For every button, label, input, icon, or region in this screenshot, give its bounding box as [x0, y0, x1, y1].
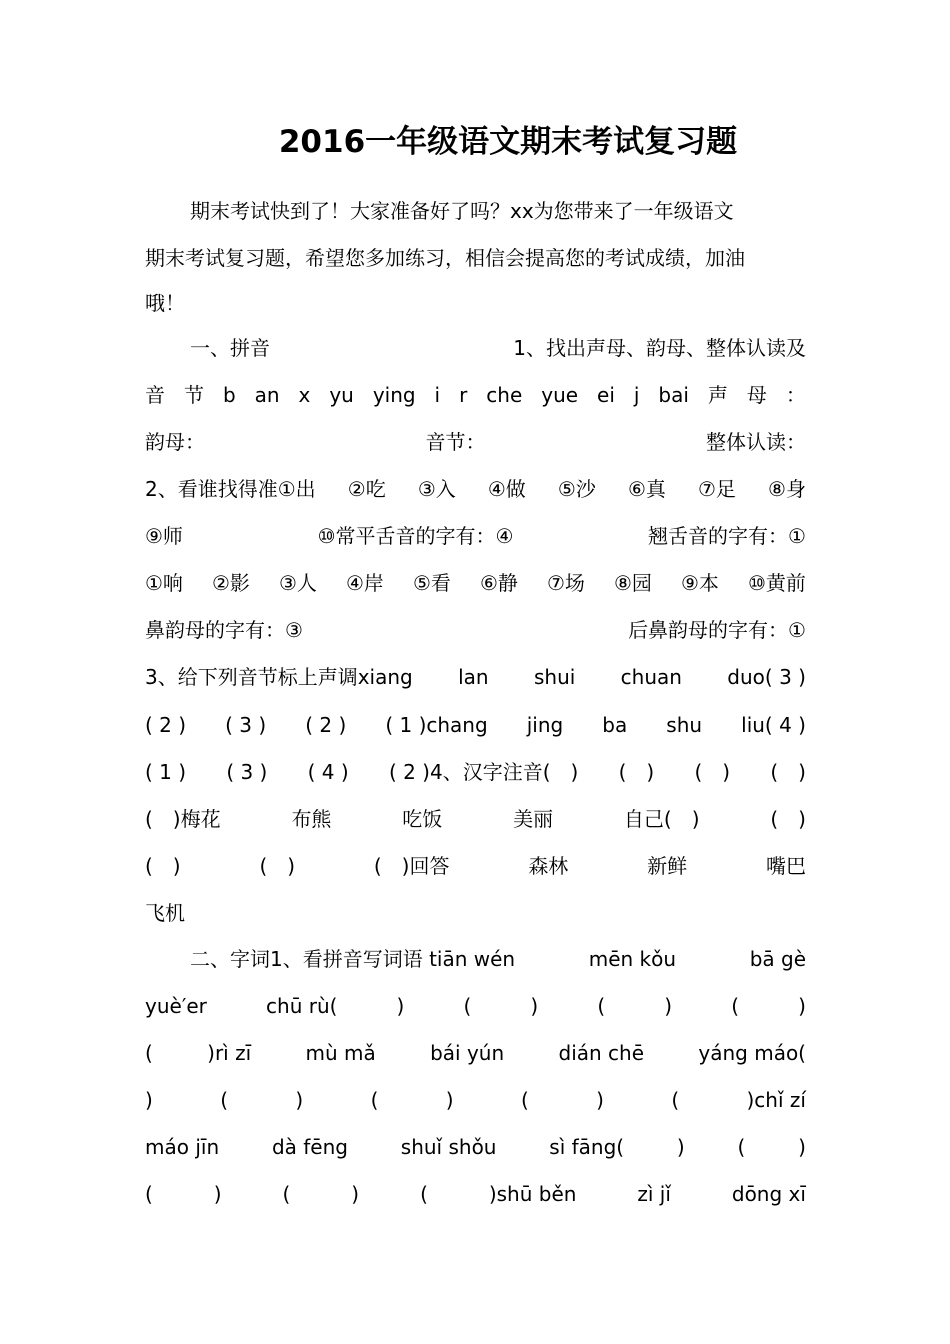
text-segment: an [254, 383, 280, 407]
text-segment: ④做 [487, 477, 526, 501]
text-segment: )rì zī [207, 1041, 252, 1065]
text-segment: ( ) [618, 760, 655, 784]
text-line [145, 288, 806, 318]
text-segment: ( [420, 1182, 428, 1206]
text-segment: ②影 [212, 571, 250, 595]
text-segment: ) [530, 994, 539, 1018]
text-segment: bái yún [430, 1041, 505, 1065]
document-title: 2016一年级语文期末考试复习题 [278, 124, 738, 160]
text-segment: shuǐ shǒu [400, 1135, 497, 1159]
text-segment: 声 [707, 383, 728, 407]
text-segment: j [633, 383, 640, 407]
text-line [145, 474, 806, 504]
text-segment: i [434, 383, 441, 407]
text-segment: yu [329, 383, 354, 407]
text-segment: ⑦足 [698, 477, 736, 501]
text-segment: mēn kǒu [588, 947, 677, 971]
text-segment: 森林 [528, 854, 569, 878]
text-line [145, 804, 806, 834]
text-segment: ③人 [279, 571, 317, 595]
text-line [145, 568, 806, 598]
text-segment: ) [145, 1088, 153, 1112]
text-segment: shui [533, 665, 576, 689]
text-segment: ③入 [417, 477, 456, 501]
text-segment: ) [798, 1135, 806, 1159]
text-line [145, 991, 806, 1021]
text-segment: 母 [746, 383, 767, 407]
text-segment: ⑥真 [627, 477, 666, 501]
text-segment: ⑤沙 [557, 477, 596, 501]
text-segment: che [486, 383, 523, 407]
text-segment: lan [458, 665, 489, 689]
text-segment: ) [295, 1088, 304, 1112]
text-segment: ( 4 ) [307, 760, 349, 784]
text-segment: 整体认读： [706, 430, 806, 454]
text-segment: 飞机 [145, 901, 185, 925]
text-line [145, 615, 806, 645]
text-segment: ⑦场 [547, 571, 585, 595]
text-segment: mù mǎ [305, 1041, 376, 1065]
text-segment: ) [351, 1182, 360, 1206]
text-segment: jing [526, 713, 564, 737]
text-segment: b [222, 383, 236, 407]
text-segment: ( 3 ) [225, 713, 267, 737]
text-segment: bā gè [749, 947, 806, 971]
text-segment: ( )梅花 [145, 807, 221, 831]
text-segment: ⑧身 [768, 477, 806, 501]
text-segment: ( ) [145, 854, 181, 878]
text-segment: ( [145, 1041, 153, 1065]
text-line [145, 1085, 806, 1115]
text-segment: ( ) [694, 760, 731, 784]
text-segment: yue [541, 383, 579, 407]
text-segment: ( [220, 1088, 228, 1112]
text-line [145, 757, 806, 787]
text-segment: ) [596, 1088, 604, 1112]
text-line [145, 662, 806, 692]
text-segment: shu [666, 713, 703, 737]
text-segment: dián chē [558, 1041, 645, 1065]
text-segment: ( )回答 [373, 854, 450, 878]
text-segment: 3、给下列音节标上声调xiang [145, 665, 413, 689]
text-segment: yuè′er [145, 994, 207, 1018]
text-segment: ( ) [770, 807, 806, 831]
text-line [190, 333, 806, 363]
text-segment: 二、字词1、看拼音写词语 tiān wén [190, 947, 516, 971]
text-segment: 期末考试快到了！大家准备好了吗？xx为您带来了一年级语文 [190, 199, 734, 223]
text-segment: ( ) [259, 854, 296, 878]
text-segment: dōng xī [731, 1182, 806, 1206]
text-segment: ( ) [770, 760, 806, 784]
text-segment: ⑩黄前 [748, 571, 806, 595]
text-segment: sì fāng( [549, 1135, 625, 1159]
text-segment: ⑧园 [614, 571, 652, 595]
text-segment: 嘴巴 [765, 854, 806, 878]
text-line [145, 898, 806, 928]
text-segment: ( 2 ) [145, 713, 187, 737]
text-segment: zì jǐ [637, 1182, 671, 1206]
text-line [145, 710, 806, 740]
text-segment: bai [658, 383, 689, 407]
text-segment: ⑩常平舌音的字有：④ [317, 524, 514, 548]
text-segment: ba [602, 713, 628, 737]
text-segment: 2、看谁找得准①出 [145, 477, 316, 501]
text-segment: 新鲜 [647, 854, 688, 878]
text-segment: ( [671, 1088, 680, 1112]
text-segment: x [298, 383, 311, 407]
text-segment: r [459, 383, 468, 407]
text-segment: ying [372, 383, 416, 407]
text-segment: ： [785, 383, 806, 407]
text-segment: ④岸 [346, 571, 384, 595]
text-segment: 节 [183, 383, 204, 407]
text-segment: liu( 4 ) [741, 713, 806, 737]
text-segment: ( 1 ) [145, 760, 187, 784]
text-segment: máo jīn [145, 1135, 220, 1159]
text-segment: ⑥静 [480, 571, 518, 595]
text-line [190, 944, 806, 974]
text-segment: duo( 3 ) [727, 665, 806, 689]
text-line [145, 427, 806, 457]
text-line [145, 1132, 806, 1162]
text-segment: 韵母： [145, 430, 205, 454]
text-line [145, 1179, 806, 1209]
text-segment: ⑤看 [413, 571, 451, 595]
text-line [145, 851, 806, 881]
text-line [145, 1038, 806, 1068]
text-segment: 布熊 [291, 807, 332, 831]
text-segment: ①响 [145, 571, 183, 595]
text-segment: 哦！ [145, 291, 185, 315]
text-segment: 1、找出声母、韵母、整体认读及 [513, 336, 806, 360]
text-segment: ( 2 ) [305, 713, 347, 737]
text-segment: ⑨本 [681, 571, 719, 595]
text-segment: chū rù( [266, 994, 338, 1018]
text-segment: ( [282, 1182, 291, 1206]
text-segment: ) [664, 994, 673, 1018]
text-segment: ) [445, 1088, 454, 1112]
text-segment: ( 1 )chang [385, 713, 488, 737]
text-segment: ⑨师 [145, 524, 183, 548]
text-segment: ( [597, 994, 606, 1018]
text-segment: chuan [620, 665, 682, 689]
text-segment: ei [597, 383, 615, 407]
text-segment: ( 3 ) [226, 760, 268, 784]
text-segment: ) [213, 1182, 222, 1206]
text-segment: ( 2 )4、汉字注音( ) [388, 760, 579, 784]
text-segment: ) [676, 1135, 685, 1159]
text-segment: 吃饭 [402, 807, 443, 831]
text-segment: 后鼻韵母的字有：① [628, 618, 806, 642]
text-segment: 自己( ) [623, 807, 700, 831]
text-segment: 翘舌音的字有：① [648, 524, 806, 548]
text-segment: 音 [145, 383, 165, 407]
text-segment: yáng máo( [698, 1041, 806, 1065]
text-segment: )chǐ zí [746, 1088, 806, 1112]
text-segment: 美丽 [513, 807, 554, 831]
text-segment: ( [737, 1135, 746, 1159]
text-segment: )shū běn [488, 1182, 577, 1206]
text-segment: ②吃 [347, 477, 386, 501]
text-line [145, 380, 806, 410]
text-segment: ( [463, 994, 472, 1018]
text-line [190, 196, 806, 226]
text-segment: 期末考试复习题，希望您多加练习，相信会提高您的考试成绩，加油 [145, 246, 745, 270]
text-segment: 一、拼音 [190, 336, 270, 360]
text-segment: ( [145, 1182, 153, 1206]
text-segment: ) [396, 994, 405, 1018]
text-segment: ( [370, 1088, 379, 1112]
text-segment: dà fēng [271, 1135, 348, 1159]
text-segment: ) [798, 994, 806, 1018]
text-line [145, 243, 806, 273]
text-segment: ( [520, 1088, 529, 1112]
text-segment: 音节： [425, 430, 486, 454]
text-segment: ( [731, 994, 740, 1018]
text-line [145, 521, 806, 551]
text-segment: 鼻韵母的字有：③ [145, 618, 303, 642]
